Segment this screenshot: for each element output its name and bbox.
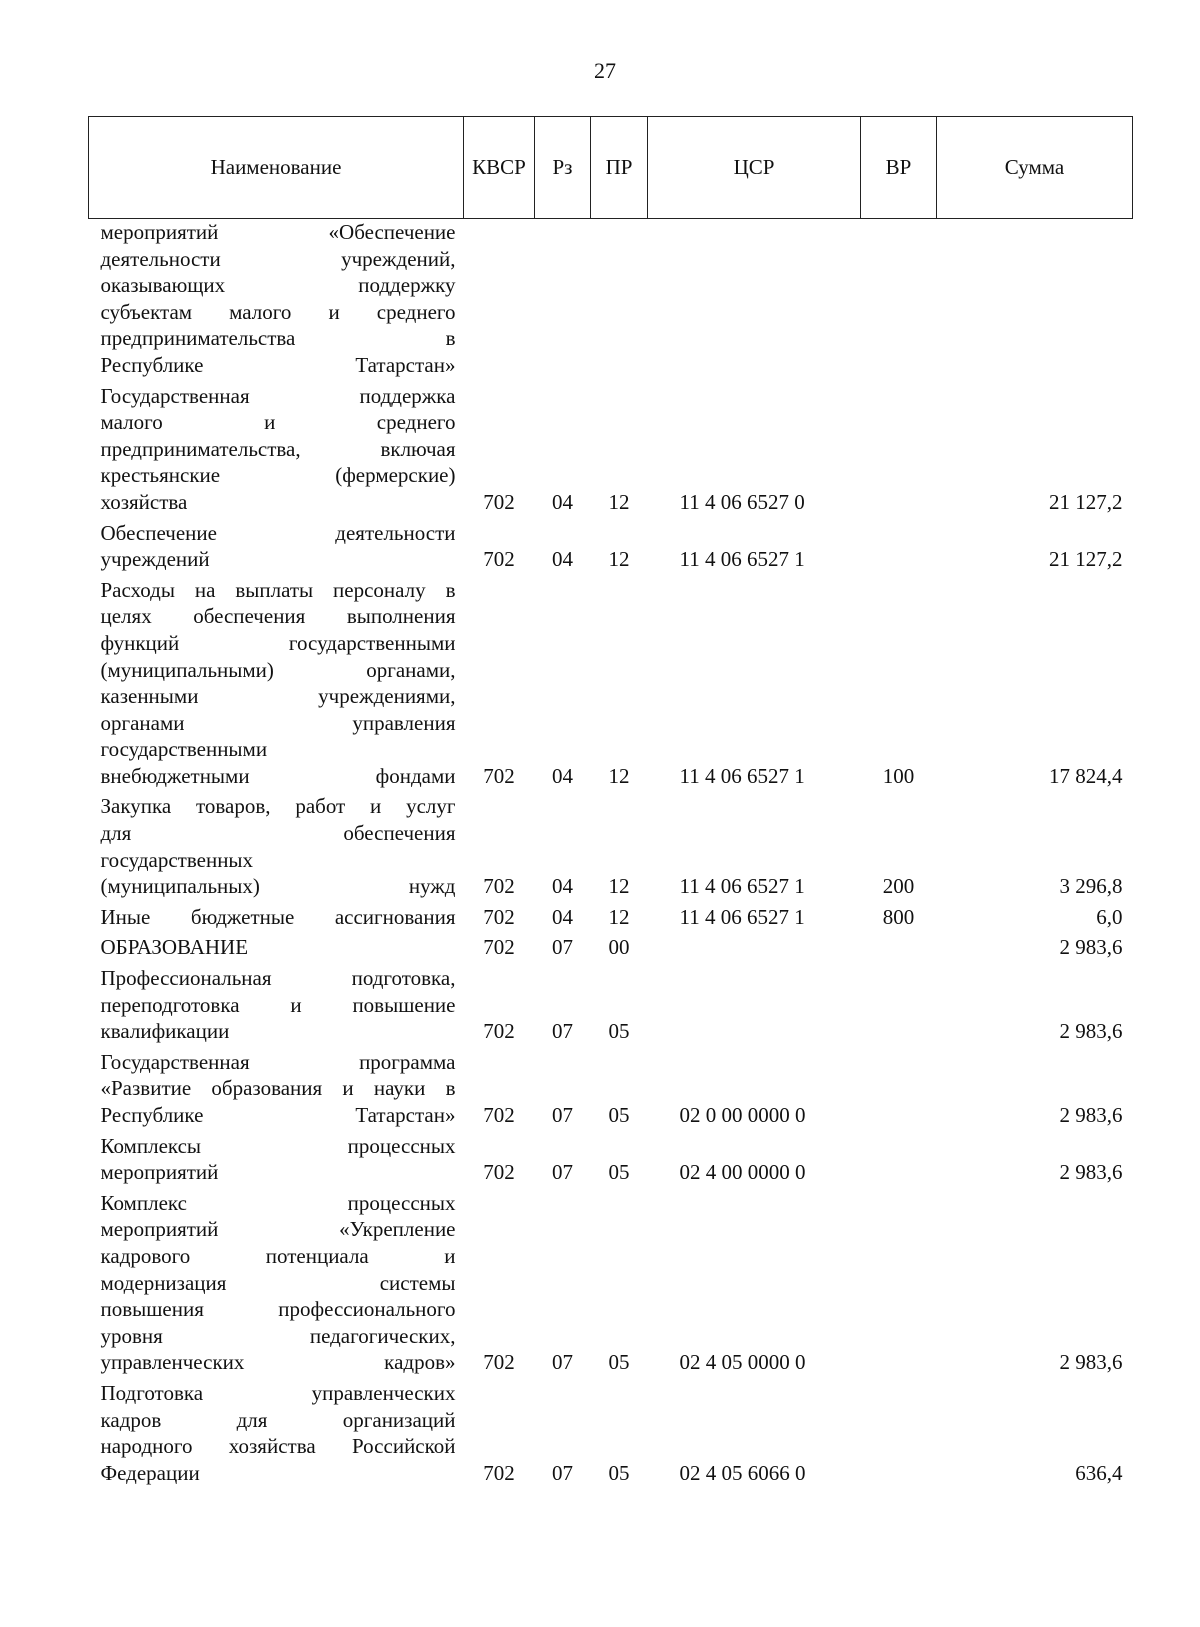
row-csr: 11 4 06 6527 1 [679, 547, 805, 572]
row-name-line: народного хозяйства Российской [100, 1434, 456, 1459]
table-row [89, 934, 1133, 965]
row-name-line: органами управления [100, 710, 456, 735]
table-row [89, 793, 1133, 903]
row-name [89, 934, 464, 965]
row-vr [861, 965, 937, 1049]
row-csr: 11 4 06 6527 1 [679, 874, 805, 899]
row-sum: 2 983,6 [1059, 935, 1123, 960]
row-vr: 100 [882, 763, 915, 788]
row-name-line: ОБРАЗОВАНИЕ [100, 935, 249, 960]
row-kvsr: 702 [483, 547, 515, 572]
row-kvsr: 702 [483, 1350, 515, 1375]
row-name-line: учреждений [100, 547, 210, 572]
row-sum: 21 127,2 [1049, 547, 1123, 572]
row-name [89, 1190, 464, 1380]
row-name-line: Подготовка управленческих [100, 1380, 456, 1405]
row-name [89, 1380, 464, 1490]
row-name-line: Республике Татарстан» [100, 352, 456, 377]
header-vr: ВР [861, 117, 937, 219]
row-csr: 02 0 00 0000 0 [679, 1103, 806, 1127]
row-rz: 04 [552, 874, 573, 899]
row-name [89, 965, 464, 1049]
row-name-line: внебюджетными фондами [100, 763, 456, 788]
table-row [89, 1190, 1133, 1380]
table-row [89, 1133, 1133, 1190]
row-rz: 07 [552, 935, 573, 960]
row-name [89, 1049, 464, 1133]
row-name-line: управленческих кадров» [100, 1350, 456, 1375]
row-csr: 11 4 06 6527 1 [679, 763, 805, 788]
row-name-line: оказывающих поддержку [100, 273, 456, 298]
row-name-line: субъектам малого и среднего [100, 299, 456, 324]
row-pr [591, 219, 648, 383]
row-pr: 12 [608, 547, 630, 572]
row-name-line: Профессиональная подготовка, [100, 966, 456, 991]
row-sum: 2 983,6 [1059, 1160, 1123, 1185]
row-name-line: казенными учреждениями, [100, 684, 456, 709]
row-name [89, 520, 464, 577]
row-csr [648, 219, 861, 383]
row-name-line: Обеспечение деятельности [100, 520, 456, 545]
header-name: Наименование [89, 117, 464, 219]
row-vr [861, 1049, 937, 1133]
row-sum: 636,4 [1075, 1460, 1123, 1485]
row-vr: 800 [882, 904, 915, 929]
row-name-line: Федерации [100, 1460, 200, 1485]
row-name-line: малого и среднего [100, 410, 456, 435]
row-name-line: Расходы на выплаты персоналу в [100, 577, 456, 602]
row-sum: 2 983,6 [1059, 1350, 1123, 1375]
row-kvsr: 702 [483, 904, 515, 929]
row-rz: 07 [552, 1019, 573, 1044]
table-row [89, 1380, 1133, 1490]
row-name-line: для обеспечения [100, 821, 456, 846]
table-row [89, 1049, 1133, 1133]
budget-table [88, 116, 1133, 1490]
row-sum: 6,0 [1096, 904, 1123, 929]
row-name-line: Иные бюджетные ассигнования [100, 904, 456, 929]
row-vr [861, 520, 937, 577]
row-name-line: Государственная поддержка [100, 383, 456, 408]
row-name-line: крестьянские (фермерские) [100, 463, 456, 488]
table-body [89, 219, 1133, 1491]
row-name-line: хозяйства [100, 489, 188, 514]
row-csr [648, 934, 861, 965]
row-name-line: (муниципальных) нужд [100, 874, 456, 899]
row-name-line: переподготовка и повышение [100, 992, 456, 1017]
row-rz: 07 [552, 1103, 573, 1127]
table-row [89, 520, 1133, 577]
header-sum: Сумма [937, 117, 1133, 219]
row-vr: 200 [882, 874, 915, 899]
row-kvsr: 702 [483, 1103, 515, 1127]
row-pr: 12 [608, 763, 630, 788]
row-sum: 17 824,4 [1049, 763, 1123, 788]
table-row [89, 219, 1133, 383]
row-pr: 05 [608, 1160, 630, 1185]
row-name-line: деятельности учреждений, [100, 246, 456, 271]
row-kvsr: 702 [483, 935, 515, 960]
row-kvsr [464, 219, 535, 383]
row-pr: 00 [608, 935, 630, 960]
row-name-line: предпринимательства, включая [100, 436, 456, 461]
row-name [89, 1133, 464, 1190]
row-pr: 05 [608, 1019, 630, 1044]
row-sum [937, 219, 1133, 383]
header-csr: ЦСР [648, 117, 861, 219]
row-sum: 3 296,8 [1059, 874, 1123, 899]
row-name-line: Республике Татарстан» [100, 1103, 456, 1127]
table-row [89, 904, 1133, 935]
row-vr [861, 219, 937, 383]
table-header [89, 117, 1133, 219]
table-row [89, 577, 1133, 794]
row-name [89, 383, 464, 520]
row-vr [861, 934, 937, 965]
row-name [89, 793, 464, 903]
row-csr [648, 965, 861, 1049]
row-name-line: государственных [100, 847, 254, 872]
row-name-line: Закупка товаров, работ и услуг [100, 794, 456, 819]
row-sum: 21 127,2 [1049, 489, 1123, 514]
header-pr: ПР [591, 117, 648, 219]
row-name-line: функций государственными [100, 630, 456, 655]
row-name-line: мероприятий [100, 1160, 219, 1185]
row-name-line: государственными [100, 737, 268, 762]
row-kvsr: 702 [483, 1019, 515, 1044]
row-name-line: Комплекс процессных [100, 1190, 456, 1215]
row-pr: 05 [608, 1460, 630, 1485]
row-sum: 2 983,6 [1059, 1103, 1123, 1127]
row-rz [535, 219, 591, 383]
row-name-line: квалификации [100, 1019, 230, 1044]
row-rz: 04 [552, 763, 573, 788]
row-name-line: кадров для организаций [100, 1407, 456, 1432]
row-rz: 04 [552, 904, 573, 929]
row-name-line: модернизация системы [100, 1270, 456, 1295]
header-rz: Рз [535, 117, 591, 219]
row-csr: 11 4 06 6527 0 [679, 489, 805, 514]
row-rz: 07 [552, 1350, 573, 1375]
row-pr: 12 [608, 904, 630, 929]
row-kvsr: 702 [483, 874, 515, 899]
row-csr: 02 4 00 0000 0 [679, 1160, 806, 1185]
row-name [89, 577, 464, 794]
row-name-line: мероприятий «Укрепление [100, 1217, 456, 1242]
row-kvsr: 702 [483, 763, 515, 788]
row-rz: 07 [552, 1460, 573, 1485]
row-csr: 02 4 05 0000 0 [679, 1350, 806, 1375]
row-pr: 12 [608, 489, 630, 514]
row-pr: 05 [608, 1350, 630, 1375]
row-name-line: уровня педагогических, [100, 1323, 456, 1348]
row-name [89, 904, 464, 935]
row-kvsr: 702 [483, 489, 515, 514]
row-name-line: Комплексы процессных [100, 1133, 456, 1158]
page-number: 27 [594, 58, 616, 83]
row-name-line: «Развитие образования и науки в [100, 1076, 456, 1101]
row-vr [861, 1190, 937, 1380]
row-csr: 11 4 06 6527 1 [679, 904, 805, 929]
row-pr: 05 [608, 1103, 630, 1127]
row-name-line: Государственная программа [100, 1049, 456, 1074]
row-name-line: повышения профессионального [100, 1297, 456, 1322]
row-vr [861, 383, 937, 520]
row-name-line: целях обеспечения выполнения [100, 604, 456, 629]
row-kvsr: 702 [483, 1460, 515, 1485]
row-name-line: предпринимательства в [100, 326, 456, 351]
header-kvsr: КВСР [464, 117, 535, 219]
row-rz: 04 [552, 547, 573, 572]
row-kvsr: 702 [483, 1160, 515, 1185]
row-rz: 04 [552, 489, 573, 514]
row-name-line: (муниципальными) органами, [100, 657, 456, 682]
row-name-line: мероприятий «Обеспечение [100, 220, 456, 244]
row-name-line: кадрового потенциала и [100, 1243, 456, 1268]
row-sum: 2 983,6 [1059, 1019, 1123, 1044]
row-csr: 02 4 05 6066 0 [679, 1460, 806, 1485]
row-rz: 07 [552, 1160, 573, 1185]
table-row [89, 965, 1133, 1049]
table-row [89, 383, 1133, 520]
row-vr [861, 1380, 937, 1490]
row-vr [861, 1133, 937, 1190]
row-name [89, 219, 464, 383]
row-pr: 12 [608, 874, 630, 899]
